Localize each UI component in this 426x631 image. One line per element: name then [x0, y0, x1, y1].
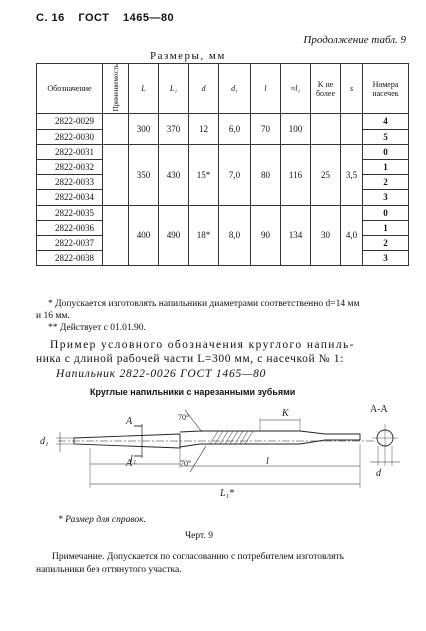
- section-label: A-A: [370, 404, 388, 415]
- col-designation: Обозначение: [37, 64, 103, 114]
- notch-hatching: [210, 431, 253, 444]
- figure-number: Черт. 9: [185, 531, 213, 541]
- gost-number: 1465—80: [122, 12, 175, 24]
- table-row: 2822-0037: [37, 235, 103, 250]
- footnote-1: * Допускается изготовлять напильники диаметрами соответственно d=14 мм: [48, 299, 360, 309]
- table-row: 2822-0032: [37, 159, 103, 174]
- table-row: 2822-0031: [37, 144, 103, 159]
- s-value-1: 3,5: [341, 144, 363, 205]
- L1-label: L₁*: [220, 488, 235, 499]
- table-row: 2822-0030: [37, 129, 103, 144]
- col-K: K не более: [311, 64, 341, 114]
- col-d: d: [189, 64, 219, 114]
- gost-label: ГОСТ: [78, 12, 110, 24]
- col-s: s: [341, 64, 363, 114]
- footnote-1b: и 16 мм.: [36, 311, 70, 321]
- table-continuation: Продолжение табл. 9: [303, 34, 406, 46]
- reference-note: * Размер для справок.: [58, 515, 146, 525]
- example-code: Напильник 2822-0026 ГОСТ 1465—80: [56, 368, 267, 380]
- file-drawing: [30, 396, 420, 506]
- l-label: l: [266, 456, 269, 467]
- K-label: K: [282, 408, 289, 419]
- page-header: [36, 12, 184, 24]
- col-l: l: [251, 64, 281, 114]
- d1-label: d₁: [40, 436, 49, 447]
- col-d1: d₁: [219, 64, 251, 114]
- angle-top: 70°: [178, 413, 190, 422]
- angle-bottom: 70°: [180, 459, 192, 468]
- l1-label: l₁: [130, 454, 137, 465]
- page-number: С. 16: [36, 12, 65, 24]
- table-row: 2822-0038: [37, 251, 103, 266]
- note-line-2: напильники без оттянутого участка.: [36, 565, 182, 575]
- d-label: d: [376, 468, 381, 479]
- col-l1: ≈l₁: [281, 64, 311, 114]
- file-body: [180, 431, 360, 447]
- table-row: 2822-0033: [37, 175, 103, 190]
- col-L: L: [129, 64, 159, 114]
- cut-label-top: A: [126, 416, 133, 427]
- col-application: Применяемость: [103, 64, 129, 114]
- example-line-2: ника с длиной рабочей части L=300 мм, с насечкой № 1:: [36, 353, 344, 365]
- table-row: 2822-0036: [37, 220, 103, 235]
- note-line-1: Примечание. Допускается по согласованию с потребителем изготовлять: [52, 552, 344, 562]
- figure-caption: Круглые напильники с нарезанными зубьями: [90, 387, 296, 397]
- col-notches: Номера насечек: [363, 64, 409, 114]
- s-value-2: 4,0: [341, 205, 363, 266]
- dimensions-title: Размеры, мм: [150, 50, 226, 62]
- table-row: 2822-0029: [37, 114, 103, 129]
- K-value-2: 30: [311, 205, 341, 266]
- cut-label-bottom: A: [126, 458, 133, 469]
- col-L1: L₁: [159, 64, 189, 114]
- table-row: 2822-0034: [37, 190, 103, 205]
- example-line-1: Пример условного обозначения круглого напиль-: [50, 339, 355, 351]
- table-row: 2822-0035: [37, 205, 103, 220]
- footnote-2: ** Действует с 01.01.90.: [48, 323, 146, 333]
- K-value-1: 25: [311, 144, 341, 205]
- dimensions-table: Обозначение Применяемость L L₁ d d₁ l ≈l₁ K не более s Номера насечек 2822-0029 300 370 12 6,0 70 100 4 2822-0030 5 2822-0031 350 430 15* 7,0 80 116 25 3,5 0 2822-0032 1 2822-0033 2 2822-0034 3 2822-0035 400 490 18* 8,0 90 134 30 4,0 0 2822-0036 1 2822-0037 2 2822-0038 3: [36, 63, 409, 266]
